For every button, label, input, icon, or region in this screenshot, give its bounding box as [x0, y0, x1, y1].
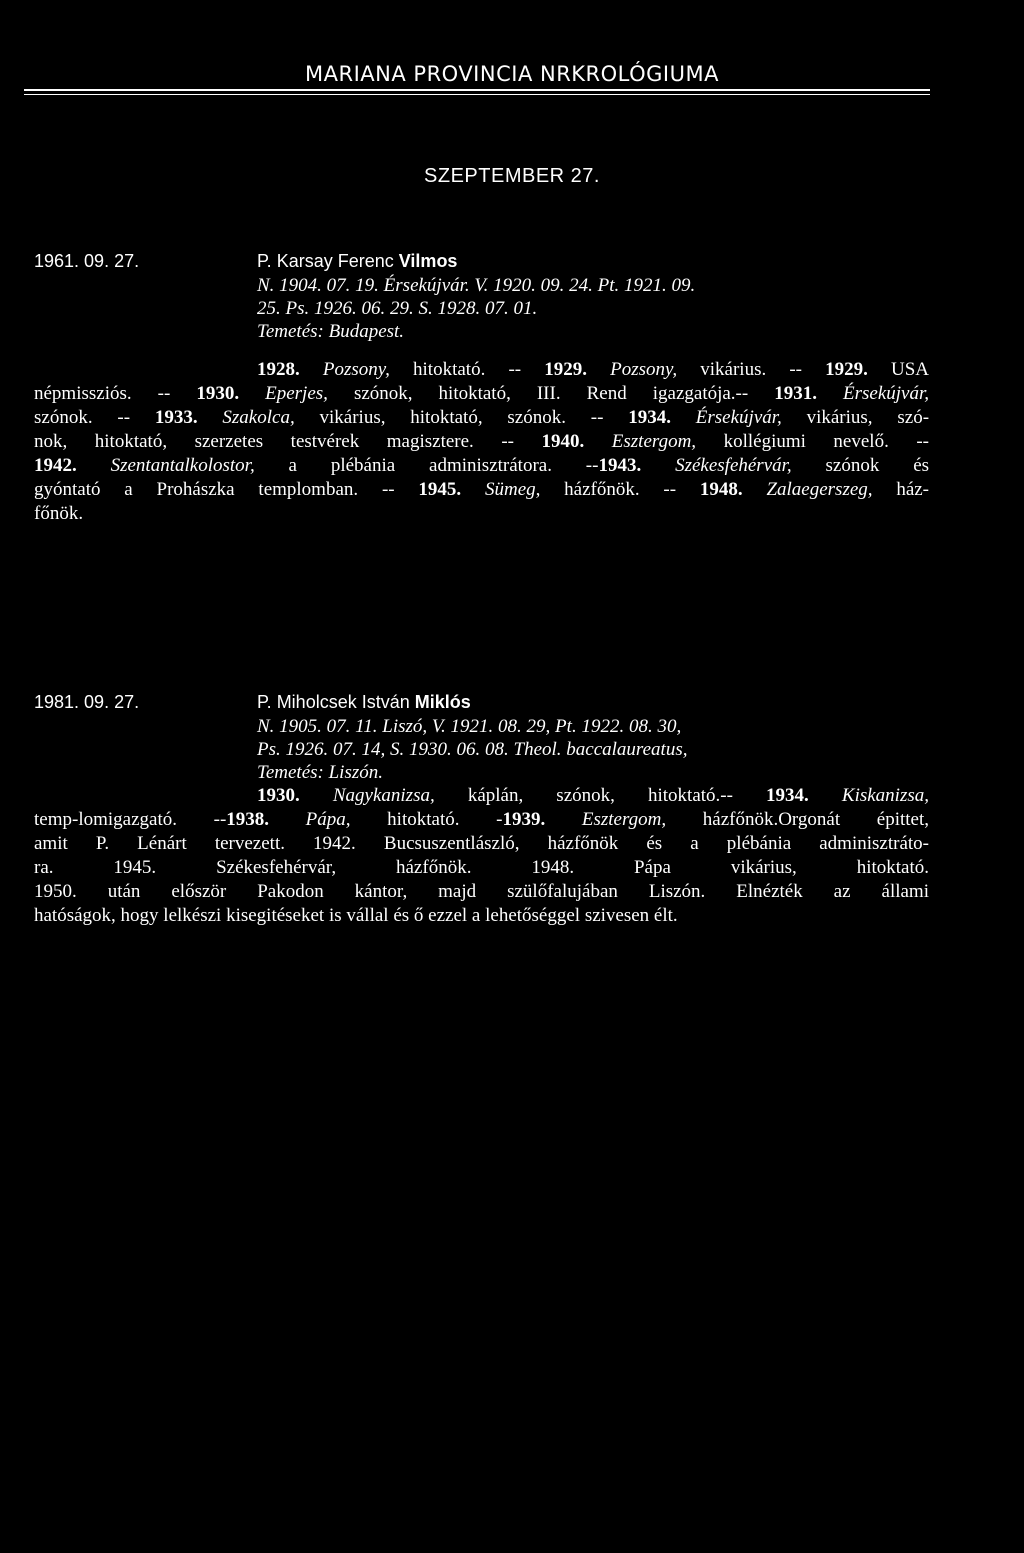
bio-segment: 1950. után először Pakodon kántor, majd szülőfalujában Liszón. Elnézték az állami — [34, 881, 929, 902]
bio-segment — [300, 359, 323, 380]
bio-segment: 1930. — [196, 383, 240, 404]
bio-segment — [461, 479, 485, 500]
bio-segment: nok, hitoktató, szerzetes testvérek magisztere. -- — [34, 431, 542, 452]
entry-name-prefix: P. Miholcsek István — [257, 692, 410, 712]
bio-line — [34, 904, 929, 928]
entry-date: 1981. 09. 27. — [34, 692, 140, 712]
bio-segment — [198, 407, 223, 428]
bio-segment: Székesfehérvár, — [675, 455, 792, 476]
bio-line — [34, 832, 929, 856]
bio-segment — [269, 809, 306, 830]
bio-segment: vikárius. -- — [677, 359, 826, 380]
bio-segment: hatóságok, hogy lelkészi kisegitéseket is vállal és ő ezzel a lehetőséggel szivesen élt. — [34, 905, 678, 926]
bio-segment: szónok, hitoktató, III. Rend igazgatója.-- — [327, 383, 775, 404]
bio-segment — [584, 431, 612, 452]
bio-segment: Sümeg, — [484, 479, 541, 500]
entry-name — [257, 691, 471, 714]
bio-segment: Érsekújvár, — [695, 407, 782, 428]
entry-biography — [34, 784, 929, 928]
header-rule-thin — [24, 94, 930, 95]
bio-segment — [239, 383, 265, 404]
entry-name-religious: Vilmos — [398, 251, 458, 271]
bio-segment: Szentantalkolostor, — [110, 455, 255, 476]
bio-line — [34, 880, 929, 904]
entry-date: 1961. 09. 27. — [34, 251, 140, 271]
bio-line — [34, 784, 929, 808]
bio-segment — [817, 383, 843, 404]
bio-segment: Zalaegerszeg, — [766, 479, 873, 500]
bio-segment: 1934. — [766, 785, 809, 806]
bio-segment: 1933. — [154, 407, 198, 428]
meta-line: Temetés: Budapest. — [257, 321, 405, 342]
bio-line — [34, 502, 929, 526]
entry-meta — [257, 715, 917, 784]
bio-segment — [743, 479, 767, 500]
entry-name-prefix: P. Karsay Ferenc — [257, 251, 394, 271]
bio-segment: ház- — [872, 479, 930, 500]
bio-line — [34, 856, 929, 880]
bio-segment: Pozsony, — [610, 359, 678, 380]
bio-segment: Esztergom, — [611, 431, 697, 452]
entry-meta — [257, 274, 917, 343]
bio-segment: 1943. — [598, 455, 642, 476]
entry-biography — [34, 358, 929, 526]
bio-segment: 1942. — [34, 455, 77, 476]
page-header-title: MARIANA PROVINCIA NRKROLÓGIUMA — [305, 62, 719, 86]
bio-segment — [300, 785, 333, 806]
bio-segment: népmissziós. -- — [34, 383, 197, 404]
meta-line: 25. Ps. 1926. 06. 29. S. 1928. 07. 01. — [257, 298, 538, 319]
bio-segment: 1939. — [502, 809, 546, 830]
meta-line: N. 1904. 07. 19. Érsekújvár. V. 1920. 09. 24. Pt. 1921. 09. — [257, 275, 696, 296]
bio-segment: 1934. — [628, 407, 671, 428]
bio-segment — [671, 407, 696, 428]
bio-segment: vikárius, szó- — [781, 407, 930, 428]
bio-segment: házfőnök.Orgonát épittet, — [666, 809, 929, 830]
bio-segment: 1929. — [825, 359, 868, 380]
date-heading: SZEPTEMBER 27. — [424, 165, 600, 187]
bio-segment: 1940. — [541, 431, 585, 452]
bio-segment: 1945. — [418, 479, 462, 500]
bio-segment: szónok és — [791, 455, 930, 476]
bio-segment — [545, 809, 582, 830]
bio-segment: Esztergom, — [581, 809, 667, 830]
bio-segment: a plébánia adminisztrátora. -- — [254, 455, 599, 476]
bio-line — [34, 478, 929, 502]
bio-segment: káplán, szónok, hitoktató.-- — [434, 785, 767, 806]
bio-line — [34, 430, 929, 454]
bio-segment: Pápa, — [305, 809, 351, 830]
bio-segment: 1929. — [544, 359, 587, 380]
bio-segment: USA — [891, 359, 930, 380]
header-rule-thick — [24, 89, 930, 91]
bio-segment: házfőnök. -- — [540, 479, 700, 500]
bio-segment: 1928. — [257, 359, 300, 380]
bio-segment: 1948. — [699, 479, 743, 500]
bio-line — [34, 808, 929, 832]
bio-segment — [868, 359, 891, 380]
bio-segment: főnök. — [34, 503, 84, 524]
bio-segment: Érsekújvár, — [843, 383, 930, 404]
bio-segment: Pozsony, — [322, 359, 390, 380]
bio-segment: Szakolca, — [222, 407, 295, 428]
bio-segment — [77, 455, 111, 476]
bio-line — [34, 406, 929, 430]
bio-segment: 1938. — [226, 809, 270, 830]
bio-segment: vikárius, hitoktató, szónok. -- — [294, 407, 629, 428]
entry-name-religious: Miklós — [414, 692, 471, 712]
entry-name — [257, 250, 457, 273]
bio-segment: ra. 1945. Székesfehérvár, házfőnök. 1948. Pápa vikárius, hitoktató. — [34, 857, 929, 878]
bio-segment: temp-lomigazgató. -- — [34, 809, 227, 830]
bio-segment: hitoktató. -- — [389, 359, 545, 380]
meta-line: N. 1905. 07. 11. Liszó, V. 1921. 08. 29, Pt. 1922. 08. 30, — [257, 716, 682, 737]
bio-line — [34, 358, 929, 382]
bio-segment: gyóntató a Prohászka templomban. -- — [34, 479, 419, 500]
meta-line: Temetés: Liszón. — [257, 762, 383, 783]
meta-line: Ps. 1926. 07. 14, S. 1930. 06. 08. Theol. baccalaureatus, — [257, 739, 688, 760]
bio-line — [34, 382, 929, 406]
bio-segment: hitoktató. - — [350, 809, 503, 830]
bio-segment: Nagykanizsa, — [332, 785, 435, 806]
bio-segment: Kiskanizsa, — [841, 785, 930, 806]
bio-segment — [641, 455, 675, 476]
bio-segment — [809, 785, 842, 806]
bio-segment: szónok. -- — [34, 407, 155, 428]
bio-segment: 1930. — [257, 785, 300, 806]
bio-segment: 1931. — [774, 383, 817, 404]
bio-segment: kollégiumi nevelő. -- — [696, 431, 929, 452]
bio-segment — [587, 359, 610, 380]
bio-segment: amit P. Lénárt tervezett. 1942. Bucsuszentlászló, házfőnök és a plébánia adminisztráto- — [34, 833, 929, 854]
bio-segment: Eperjes, — [265, 383, 328, 404]
bio-line — [34, 454, 929, 478]
